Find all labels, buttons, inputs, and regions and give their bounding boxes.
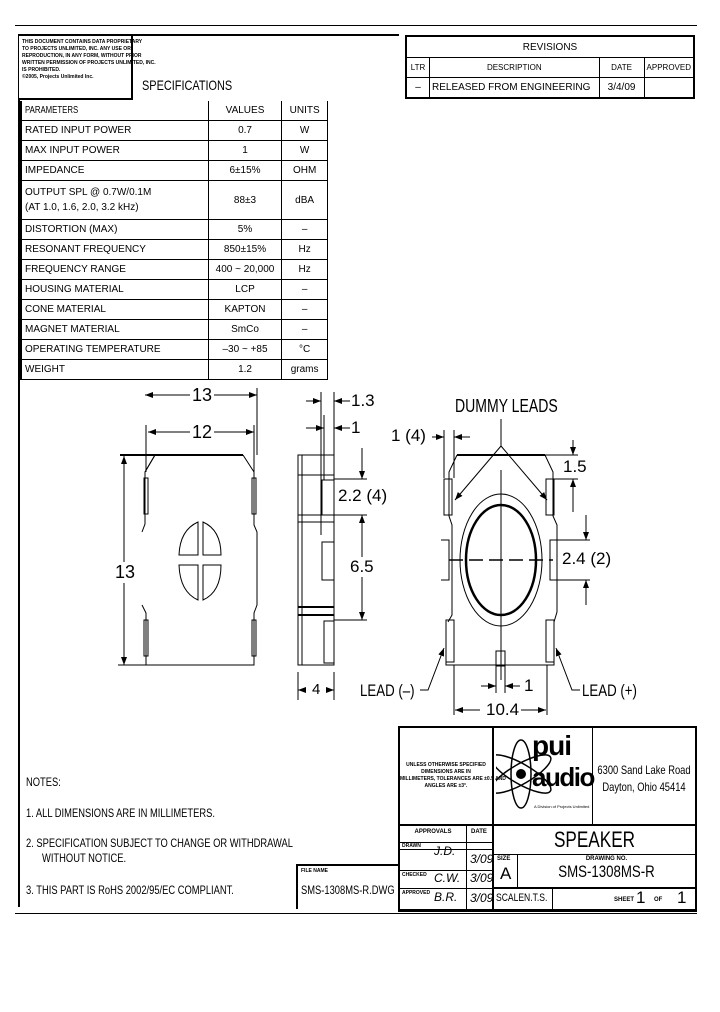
- file-name-label: FILE NAME: [301, 868, 328, 874]
- scale-value: N.T.S.: [524, 892, 548, 904]
- approval-date-checked: 3/09: [470, 871, 494, 885]
- note-1: 1. ALL DIMENSIONS ARE IN MILLIMETERS.: [26, 806, 215, 820]
- dim-side-1: 1: [351, 418, 361, 437]
- file-name-box: [296, 864, 400, 909]
- revision-approved: [644, 78, 694, 99]
- size-value: A: [500, 864, 512, 883]
- spec-value: SmCo: [208, 320, 281, 340]
- approval-name-approved: B.R.: [434, 890, 458, 904]
- spec-value: 6±15%: [208, 161, 281, 181]
- spec-param: OUTPUT SPL @ 0.7W/0.1M: [25, 187, 152, 198]
- approval-role-approved: APPROVED: [402, 890, 431, 896]
- spec-row: [21, 121, 328, 141]
- spec-unit: W: [282, 121, 328, 141]
- spec-param: MAX INPUT POWER: [25, 145, 120, 156]
- spec-value: 400 ~ 20,000: [208, 260, 281, 280]
- header-description: DESCRIPTION: [429, 58, 599, 78]
- tolerance-line: DIMENSIONS ARE IN: [421, 769, 471, 775]
- specifications-title: SPECIFICATIONS: [142, 77, 233, 93]
- dim-front-width-inner: 12: [192, 422, 213, 442]
- address-line-1: 6300 Sand Lake Road: [597, 763, 691, 777]
- spec-param: WEIGHT: [25, 364, 65, 375]
- revisions-header-row: [406, 58, 694, 78]
- spec-row: [21, 260, 328, 280]
- disclaimer-line: IS PROHIBITED.: [22, 67, 61, 73]
- revision-ltr: –: [406, 78, 429, 99]
- address-box: [593, 728, 695, 826]
- approval-date-approved: 3/09: [470, 891, 494, 905]
- spec-row: [21, 340, 328, 360]
- frame-top-line: [15, 25, 697, 26]
- note-2: 2. SPECIFICATION SUBJECT TO CHANGE OR WITHDRAWAL: [26, 836, 293, 850]
- date-header: DATE: [471, 829, 487, 835]
- dim-side-depth: 4: [312, 681, 321, 698]
- logo-audio: audio: [532, 762, 594, 792]
- header-ltr: LTR: [406, 58, 429, 78]
- approvals-header: APPROVALS: [414, 829, 452, 835]
- spec-param: RESONANT FREQUENCY: [25, 244, 146, 255]
- spec-value: LCP: [208, 280, 281, 300]
- disclaimer-line: THIS DOCUMENT CONTAINS DATA PROPRIETARY: [22, 39, 143, 45]
- spec-value: 88±3: [208, 181, 281, 220]
- lead-negative-label: LEAD (–): [360, 681, 415, 700]
- spec-unit: dBA: [282, 181, 328, 220]
- spec-unit: –: [282, 320, 328, 340]
- spec-row: [21, 141, 328, 161]
- approval-date-drawn: 3/09: [470, 852, 494, 866]
- disclaimer-top-border: [19, 34, 399, 36]
- dummy-leads-label: DUMMY LEADS: [455, 396, 558, 416]
- sheet-total: 1: [677, 888, 687, 907]
- dim-bottom-1-5: 1.5: [563, 457, 587, 476]
- drawing-no-label: DRAWING NO.: [585, 856, 628, 862]
- spec-param: IMPEDANCE: [25, 165, 85, 176]
- dim-side-2-2: 2.2 (4): [338, 486, 388, 505]
- revision-date: 3/4/09: [599, 78, 644, 99]
- spec-row: [21, 300, 328, 320]
- spec-param: HOUSING MATERIAL: [25, 284, 124, 295]
- logo-pui: pui: [532, 730, 571, 761]
- spec-value: –30 ~ +85: [208, 340, 281, 360]
- sheet-label: SHEET: [614, 897, 635, 903]
- note-3: 3. THIS PART IS RoHS 2002/95/EC COMPLIANT.: [26, 883, 234, 897]
- address-line-2: Dayton, Ohio 45414: [602, 780, 686, 794]
- revision-description: RELEASED FROM ENGINEERING: [429, 78, 599, 99]
- approval-role-drawn: DRAWN: [402, 843, 421, 849]
- spec-unit: W: [282, 141, 328, 161]
- lead-positive-label: LEAD (+): [582, 681, 637, 700]
- spec-unit: grams: [282, 360, 328, 380]
- part-title: SPEAKER: [553, 827, 636, 852]
- spec-unit: OHM: [282, 161, 328, 181]
- specifications-table: [20, 101, 328, 380]
- spec-unit: –: [282, 300, 328, 320]
- notes-title: NOTES:: [26, 775, 61, 789]
- spec-unit: Hz: [282, 260, 328, 280]
- dim-bottom-2-4: 2.4 (2): [562, 549, 612, 568]
- spec-value: 850±15%: [208, 240, 281, 260]
- disclaimer-box: [19, 34, 156, 100]
- spec-row: [21, 320, 328, 340]
- sheet-number: 1: [636, 888, 646, 907]
- note-2-cont: WITHOUT NOTICE.: [42, 851, 127, 865]
- dim-front-height: 13: [115, 562, 136, 582]
- tolerance-line: UNLESS OTHERWISE SPECIFIED: [406, 762, 486, 768]
- spec-row: [21, 161, 328, 181]
- spec-unit: °C: [282, 340, 328, 360]
- disclaimer-line: WRITTEN PERMISSION OF PROJECTS UNLIMITED, INC.: [22, 60, 156, 66]
- spec-header-row: [21, 101, 328, 121]
- spec-row: [21, 220, 328, 240]
- logo-tagline: A Division of Projects Unlimited: [534, 804, 590, 809]
- spec-param: OPERATING TEMPERATURE: [25, 344, 161, 355]
- size-label: SIZE: [497, 856, 511, 862]
- dim-side-6-5: 6.5: [350, 557, 374, 576]
- spec-value: 1.2: [208, 360, 281, 380]
- spec-row: [21, 181, 328, 220]
- disclaimer-line: TO PROJECTS UNLIMITED, INC. ANY USE OR: [22, 46, 131, 52]
- header-approved: APPROVED: [644, 58, 694, 78]
- dim-bottom-10-4: 10.4: [486, 700, 520, 719]
- header-values: VALUES: [225, 105, 265, 116]
- spec-value: KAPTON: [208, 300, 281, 320]
- drawing-no-value: SMS-1308MS-R: [558, 862, 655, 881]
- disclaimer-line: REPRODUCTION, IN ANY FORM, WITHOUT PRIOR: [22, 53, 142, 59]
- header-units: UNITS: [289, 105, 320, 116]
- spec-value: 0.7: [208, 121, 281, 141]
- spec-param: MAGNET MATERIAL: [25, 324, 120, 335]
- dim-side-1-3: 1.3: [351, 391, 375, 410]
- header-date: DATE: [599, 58, 644, 78]
- revisions-table: [405, 35, 695, 99]
- title-block: [398, 726, 697, 912]
- spec-unit: –: [282, 220, 328, 240]
- spec-row: [21, 240, 328, 260]
- disclaimer-line: ©2005, Projects Unlimited Inc.: [22, 74, 94, 80]
- spec-row: [21, 280, 328, 300]
- revision-row: [406, 78, 694, 99]
- spec-param-detail: (AT 1.0, 1.6, 2.0, 3.2 kHz): [25, 202, 139, 213]
- logo-box: [494, 728, 593, 826]
- spec-unit: Hz: [282, 240, 328, 260]
- dim-front-width-outer: 13: [192, 385, 213, 405]
- tolerance-line: MILLIMETERS, TOLERANCES ARE ±0.5 AND: [400, 776, 506, 782]
- dim-bottom-1: 1: [524, 676, 534, 695]
- spec-value: 5%: [208, 220, 281, 240]
- revisions-title: REVISIONS: [522, 41, 578, 53]
- scale-label: SCALE: [496, 892, 525, 904]
- approval-name-checked: C.W.: [434, 871, 461, 885]
- approval-role-checked: CHECKED: [402, 872, 427, 878]
- of-label: OF: [654, 897, 663, 903]
- spec-param: CONE MATERIAL: [25, 304, 106, 315]
- spec-param: FREQUENCY RANGE: [25, 264, 126, 275]
- header-parameters: PARAMETERS: [25, 105, 79, 116]
- spec-row: [21, 360, 328, 380]
- tolerance-box: [400, 728, 506, 826]
- frame-bottom-line: [15, 913, 697, 914]
- spec-param: DISTORTION (MAX): [25, 224, 118, 235]
- spec-param: RATED INPUT POWER: [25, 125, 132, 136]
- tolerance-line: ANGLES ARE ±3°.: [424, 783, 468, 789]
- approval-name-drawn: J.D.: [434, 844, 456, 858]
- file-name-value: SMS-1308MS-R.DWG: [301, 883, 395, 897]
- spec-value: 1: [208, 141, 281, 161]
- dim-bottom-1-4: 1 (4): [391, 426, 426, 445]
- spec-unit: –: [282, 280, 328, 300]
